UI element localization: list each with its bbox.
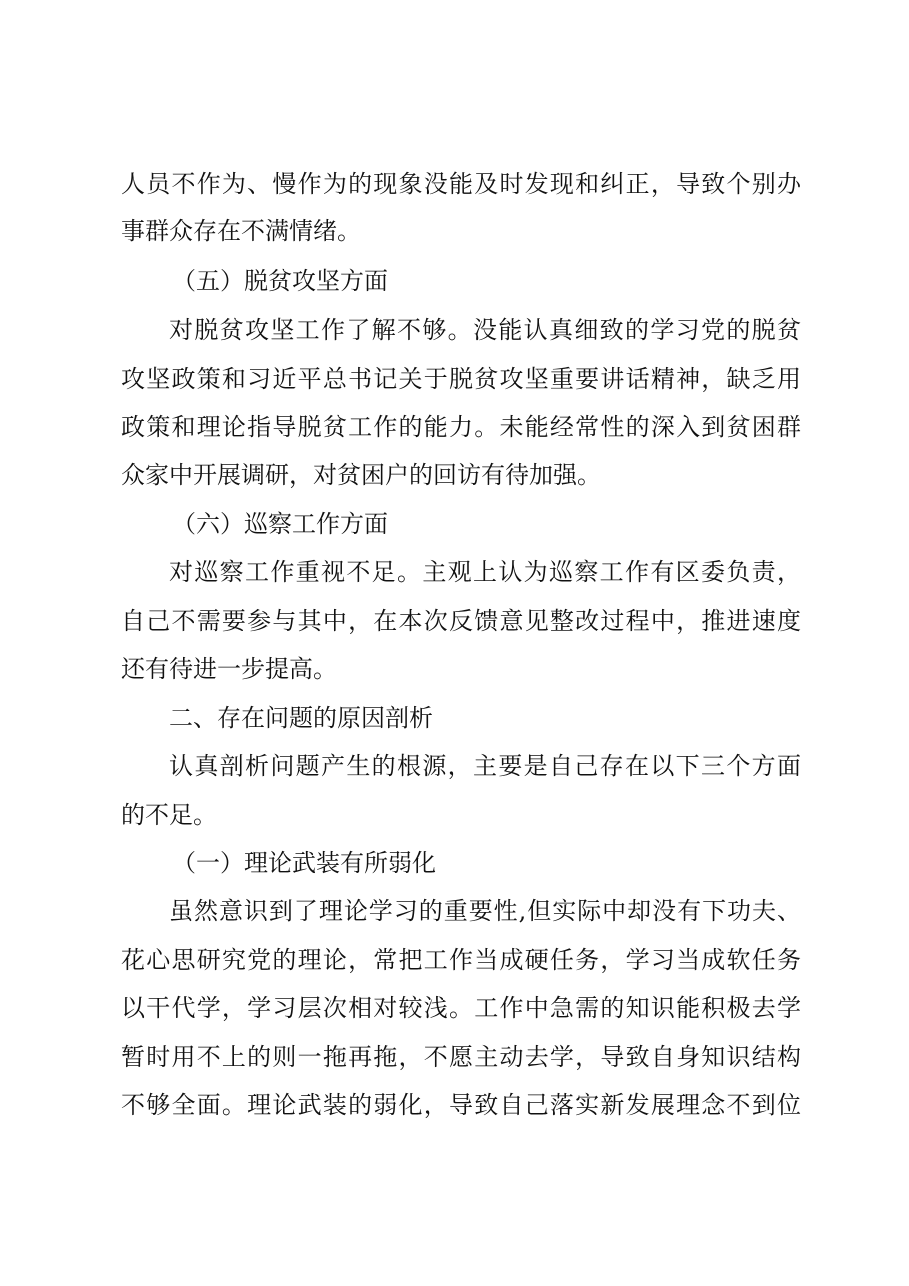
paragraph-line: 虽然意识到了理论学习的重要性,但实际中却没有下功夫、: [169, 897, 801, 925]
paragraph-line: 政策和理论指导脱贫工作的能力。未能经常性的深入到贫困群: [121, 413, 801, 441]
paragraph-line: 以干代学，学习层次相对较浅。工作中急需的知识能积极去学: [121, 994, 801, 1022]
paragraph-line: 还有待进一步提高。: [121, 655, 337, 683]
paragraph-line: 攻坚政策和习近平总书记关于脱贫攻坚重要讲话精神，缺乏用: [121, 365, 801, 393]
paragraph-line: 对脱贫攻坚工作了解不够。没能认真细致的学习党的脱贫: [169, 316, 801, 344]
paragraph-line: 自己不需要参与其中，在本次反馈意见整改过程中，推进速度: [121, 607, 801, 635]
section-heading: （五）脱贫攻坚方面: [172, 267, 388, 295]
paragraph-line: 事群众存在不满情绪。: [121, 217, 361, 245]
section-heading: （一）理论武装有所弱化: [172, 849, 436, 877]
paragraph-line: 众家中开展调研，对贫困户的回访有待加强。: [121, 461, 601, 489]
paragraph-line: 认真剖析问题产生的根源，主要是自己存在以下三个方面: [169, 752, 801, 780]
paragraph-line: 不够全面。理论武装的弱化，导致自己落实新发展理念不到位: [121, 1091, 801, 1119]
paragraph-line: 人员不作为、慢作为的现象没能及时发现和纠正，导致个别办: [121, 170, 801, 198]
section-heading: 二、存在问题的原因剖析: [169, 704, 433, 732]
paragraph-line: 对巡察工作重视不足。主观上认为巡察工作有区委负责，: [169, 558, 801, 586]
paragraph-line: 的不足。: [121, 801, 217, 829]
section-heading: （六）巡察工作方面: [172, 510, 388, 538]
paragraph-line: 暂时用不上的则一拖再拖，不愿主动去学，导致自身知识结构: [121, 1043, 801, 1071]
paragraph-line: 花心思研究党的理论，常把工作当成硬任务，学习当成软任务: [121, 946, 801, 974]
